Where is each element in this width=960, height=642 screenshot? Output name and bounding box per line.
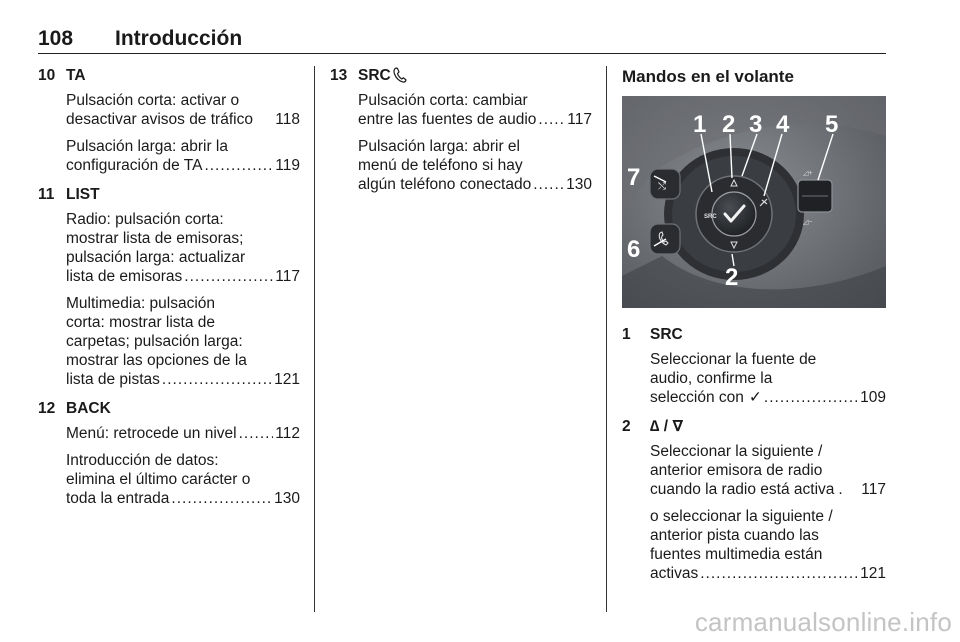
- page-ref[interactable]: 117: [861, 481, 886, 498]
- text-line: audio, confirme la: [650, 370, 773, 387]
- text-line: Introducción de datos:: [66, 452, 219, 469]
- column-2: [330, 66, 592, 204]
- page-ref[interactable]: 121: [274, 371, 300, 388]
- page-ref[interactable]: 118: [275, 111, 300, 128]
- text-line: Seleccionar la siguiente /: [650, 443, 823, 460]
- column-1: [38, 66, 300, 518]
- callout-1: 1: [693, 111, 707, 138]
- entry-paragraph: [38, 294, 300, 389]
- text-line: Seleccionar la fuente de: [650, 351, 817, 368]
- entry-number: 2: [622, 418, 631, 435]
- entry-arrows-control: [622, 417, 886, 583]
- text-line: elimina el último carácter o: [66, 471, 251, 488]
- text-line: menú de teléfono si hay: [358, 157, 523, 174]
- entry-label: BACK: [66, 400, 111, 417]
- page-title: Introducción: [115, 27, 243, 50]
- page-ref[interactable]: 117: [275, 268, 300, 285]
- watermark: carmanualsonline.info: [694, 607, 952, 637]
- text-line: fuentes multimedia están: [650, 546, 823, 563]
- text-line: lista de emisoras ..... 117: [66, 267, 300, 286]
- entry-heading: [38, 66, 300, 85]
- entry-paragraph: [38, 210, 300, 286]
- text-line: Multimedia: pulsación: [66, 295, 216, 312]
- entry-label: TA: [66, 67, 86, 84]
- text-line: toda la entrada ..... 130: [66, 489, 300, 508]
- text-line: activas ..... 121: [650, 564, 886, 583]
- callout-5: 5: [825, 111, 839, 138]
- entry-heading: [38, 399, 300, 418]
- entry-number: 13: [330, 67, 348, 84]
- text-line: configuración de TA ..... 119: [66, 156, 300, 175]
- entry-label: SRC: [358, 67, 391, 84]
- entry-number: 1: [622, 326, 631, 343]
- column-3: [622, 66, 886, 593]
- checkmark-icon: ✓: [748, 389, 762, 406]
- entry-heading: [622, 325, 886, 344]
- entry-paragraph: [622, 442, 886, 499]
- text-line: mostrar lista de emisoras;: [66, 230, 244, 247]
- vol-up-icon: ◿+: [803, 170, 813, 177]
- text-line: Pulsación corta: activar o: [66, 92, 240, 109]
- text-line: Pulsación larga: abrir el: [358, 138, 520, 155]
- entry-label: ∆ / ∇: [650, 418, 684, 435]
- entry-paragraph: [38, 137, 300, 175]
- entry-back: [38, 399, 300, 508]
- steering-wheel-controls-image: [622, 96, 886, 308]
- entry-paragraph: [330, 91, 592, 129]
- entry-list: [38, 185, 300, 389]
- text-line: pulsación larga: actualizar: [66, 249, 246, 266]
- callout-4: 4: [776, 111, 790, 138]
- page-ref[interactable]: 109: [860, 389, 886, 406]
- page-ref[interactable]: 117: [567, 111, 592, 128]
- section-title: Mandos en el volante: [622, 67, 794, 86]
- text-line: carpetas; pulsación larga:: [66, 333, 243, 350]
- page-ref[interactable]: 112: [275, 425, 300, 442]
- entry-number: 12: [38, 400, 56, 417]
- entry-heading: [622, 417, 886, 436]
- callout-7: 7: [627, 164, 641, 191]
- entry-number: 11: [38, 186, 55, 203]
- entry-paragraph: [38, 451, 300, 508]
- callout-3: 3: [749, 111, 763, 138]
- text-line: anterior emisora de radio: [650, 462, 823, 479]
- text-line: entre las fuentes de audio ..... 117: [358, 110, 592, 129]
- page-header: [38, 27, 886, 54]
- text-line: Radio: pulsación corta:: [66, 211, 224, 228]
- callout-6: 6: [627, 236, 641, 263]
- page-ref[interactable]: 130: [566, 176, 592, 193]
- text-line: algún teléfono conectado ..... 130: [358, 175, 592, 194]
- entry-paragraph: [38, 424, 300, 443]
- entry-heading: [330, 66, 592, 85]
- phone-handset-icon: [393, 67, 407, 83]
- text-line: selección con ✓ ..... 109: [650, 388, 886, 407]
- entry-ta: [38, 66, 300, 175]
- text-line: Pulsación larga: abrir la: [66, 138, 228, 155]
- page-ref[interactable]: 121: [860, 565, 886, 582]
- entry-src: [330, 66, 592, 194]
- page-ref[interactable]: 130: [274, 490, 300, 507]
- column-divider: [314, 66, 315, 612]
- entry-src-control: [622, 325, 886, 407]
- callout-2: 2: [722, 111, 736, 138]
- text-line: lista de pistas ..... 121: [66, 370, 300, 389]
- entry-heading: [38, 185, 300, 204]
- page-number: 108: [38, 27, 74, 50]
- entry-number: 10: [38, 67, 56, 84]
- text-line: anterior pista cuando las: [650, 527, 819, 544]
- text-line: mostrar las opciones de la: [66, 352, 247, 369]
- entry-paragraph: [622, 507, 886, 583]
- entry-label: SRC: [650, 326, 683, 343]
- src-label: SRC: [704, 214, 717, 220]
- entry-paragraph: [330, 137, 592, 194]
- text-line: Pulsación corta: cambiar: [358, 92, 528, 109]
- page-ref[interactable]: 119: [275, 157, 300, 174]
- text-line: Menú: retrocede un nivel ..... 112: [66, 424, 300, 443]
- text-line: desactivar avisos de tráfico 118: [66, 111, 300, 128]
- entry-paragraph: [622, 350, 886, 407]
- entry-paragraph: [38, 91, 300, 129]
- text-line: o seleccionar la siguiente /: [650, 508, 833, 525]
- voice-icon: ⤭: [658, 181, 666, 192]
- column-divider: [606, 66, 607, 612]
- vol-down-icon: ◿−: [803, 219, 813, 226]
- text-line: cuando la radio está activa . 117: [650, 481, 886, 498]
- text-line: corta: mostrar lista de: [66, 314, 216, 331]
- entry-label: LIST: [66, 186, 100, 203]
- callout-2b: 2: [725, 264, 739, 291]
